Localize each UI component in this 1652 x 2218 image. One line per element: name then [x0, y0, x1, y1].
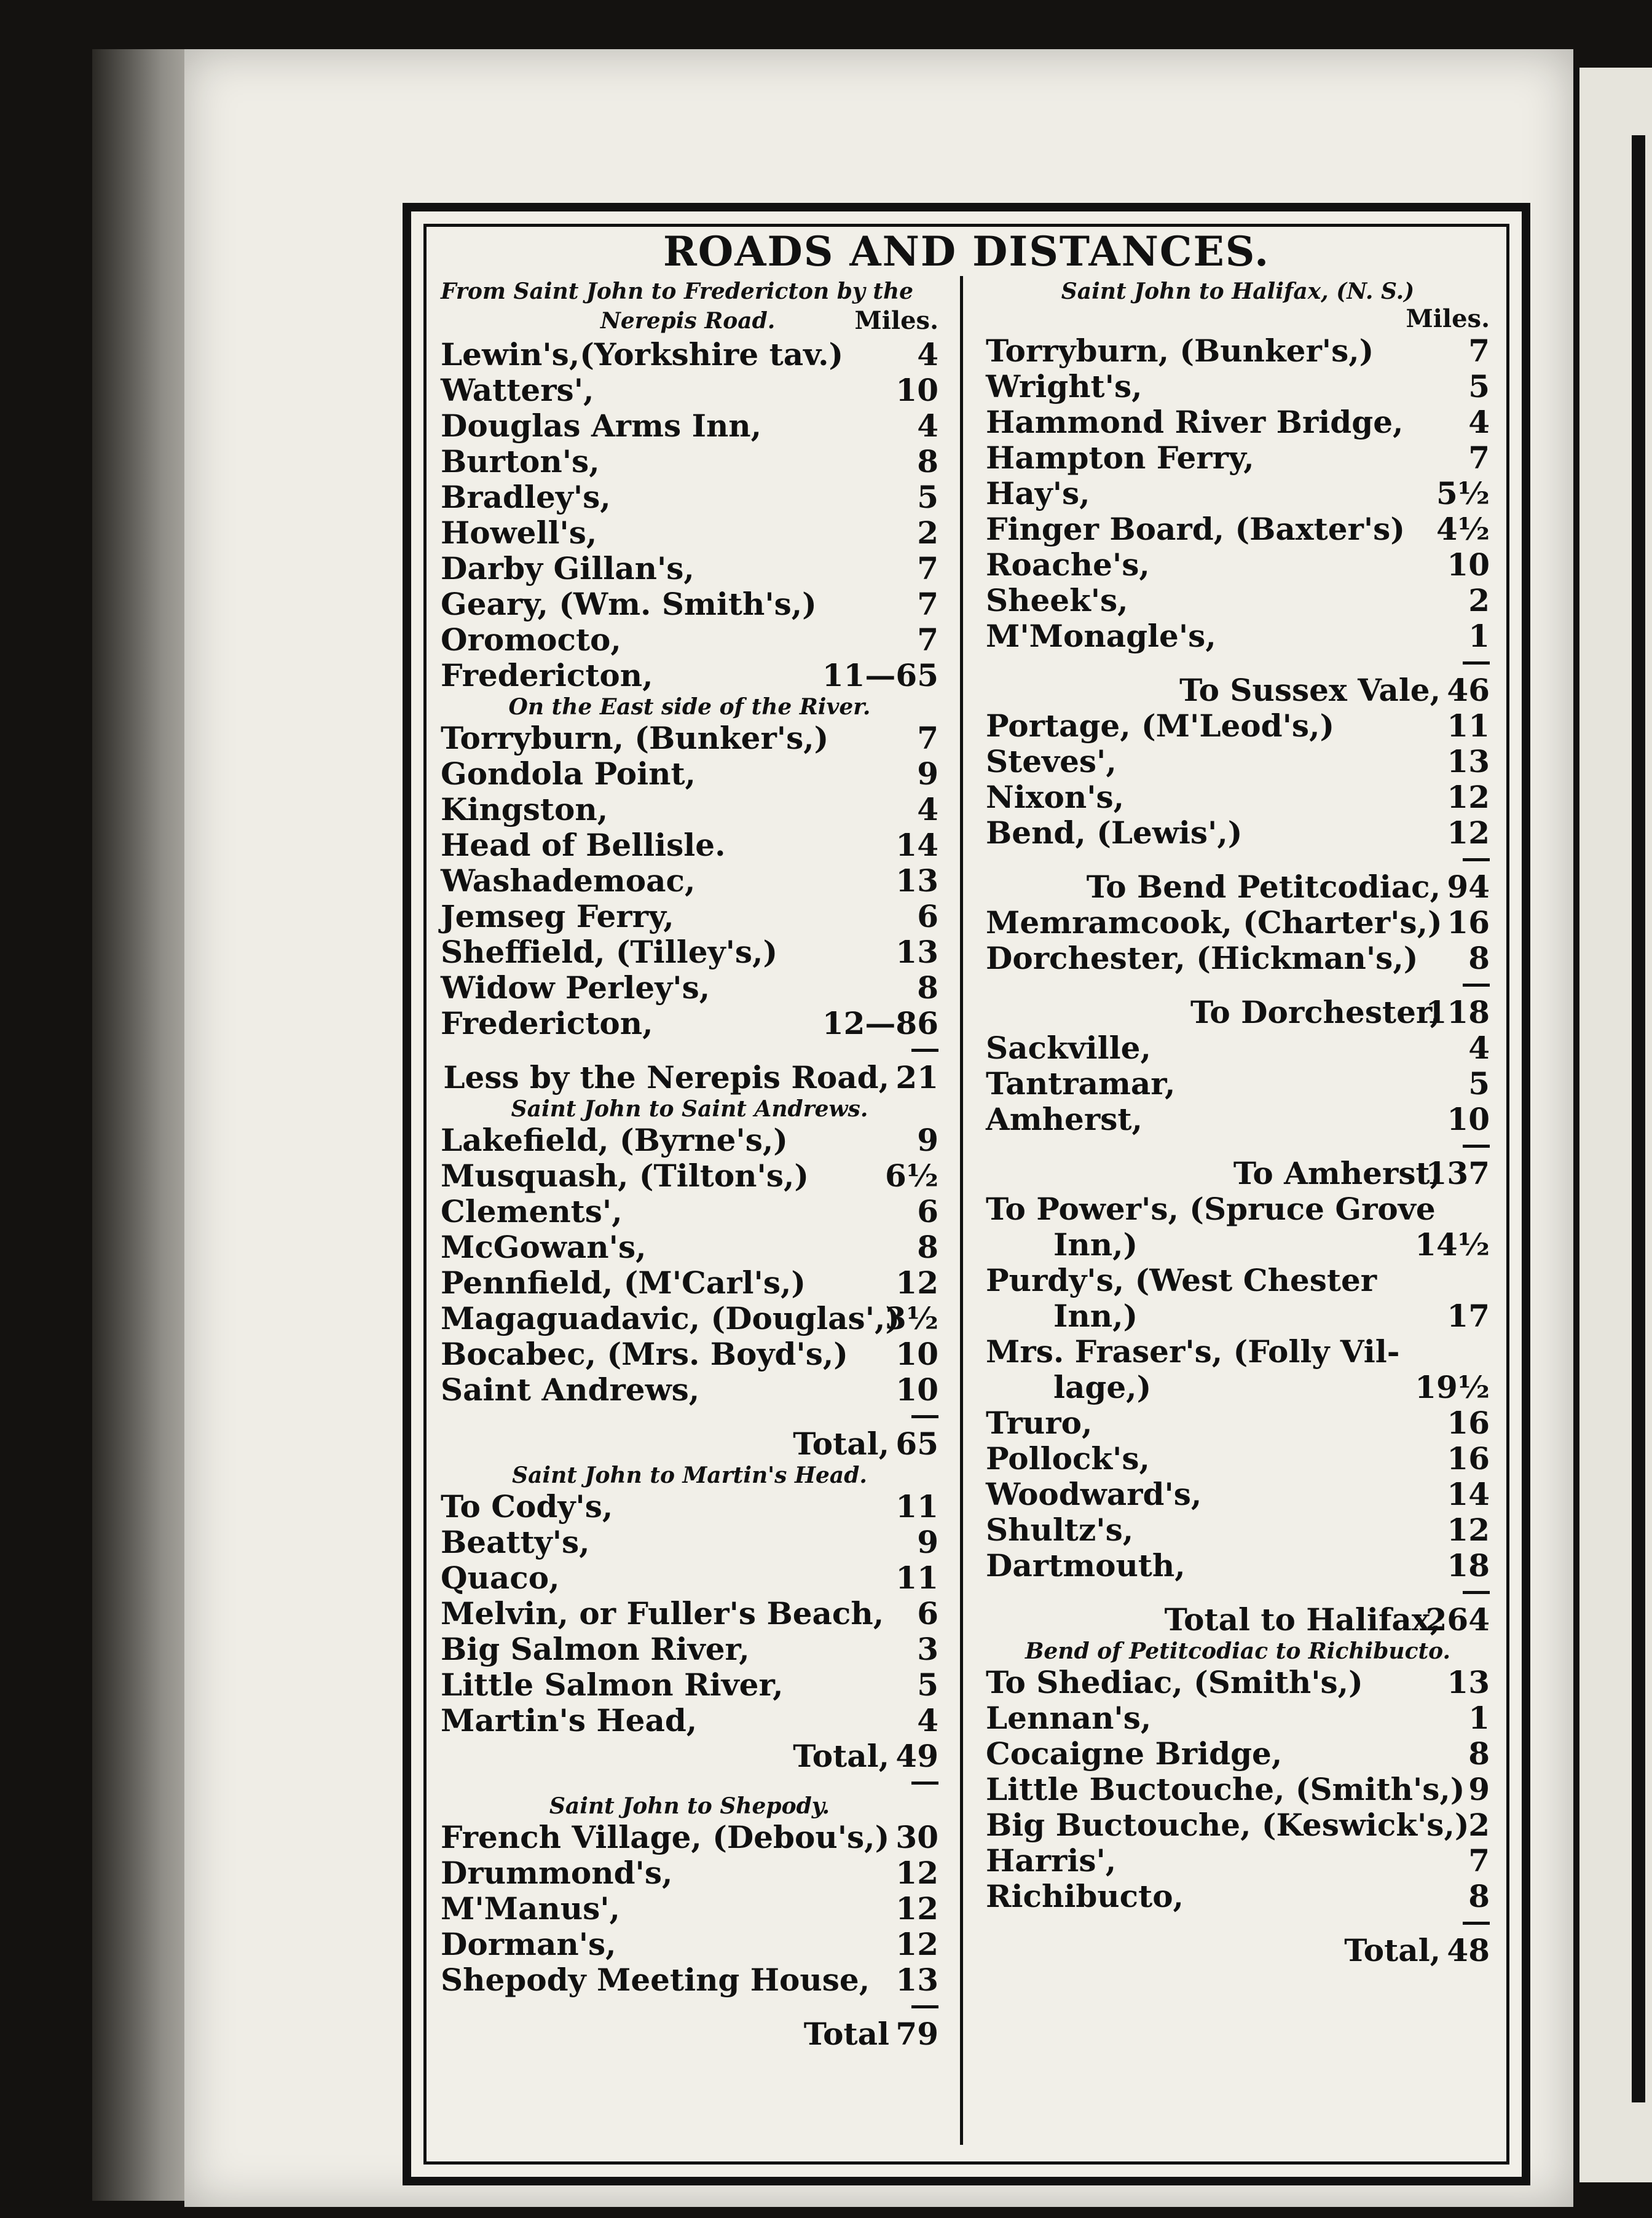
- distance-row: [986, 905, 1490, 941]
- distance-row: [986, 941, 1490, 976]
- miles-value: 5: [917, 1667, 938, 1703]
- distance-row: [441, 480, 938, 515]
- distance-row: [441, 970, 938, 1006]
- distance-row: [986, 1263, 1490, 1298]
- distance-row: [441, 1006, 938, 1041]
- place-name: Bocabec, (Mrs. Boyd's,): [441, 1336, 848, 1372]
- sum-rule: [986, 654, 1490, 673]
- place-name: To Amherst,: [1233, 1155, 1441, 1191]
- place-name: Inn,): [1053, 1298, 1138, 1334]
- miles-value: 3: [917, 1631, 938, 1667]
- place-name: Little Buctouche, (Smith's,): [986, 1771, 1465, 1807]
- place-name: Cocaigne Bridge,: [986, 1735, 1283, 1772]
- miles-value: 7: [917, 622, 938, 658]
- miles-value: 5: [1468, 1065, 1490, 1102]
- distance-row: [986, 1370, 1490, 1405]
- miles-value: 137: [1425, 1155, 1490, 1191]
- distance-row: [441, 1667, 938, 1703]
- distance-row: [441, 1855, 938, 1891]
- miles-value: 7: [1468, 333, 1490, 369]
- place-name: Memramcook, (Charter's,): [986, 904, 1442, 941]
- route-heading: Saint John to Halifax, (N. S.): [1061, 278, 1415, 304]
- place-name: Dorman's,: [441, 1926, 616, 1962]
- place-name: Martin's Head,: [441, 1702, 698, 1738]
- miles-value: 7: [917, 720, 938, 756]
- place-name: Inn,): [1053, 1226, 1138, 1263]
- place-name: Mrs. Fraser's, (Folly Vil-: [986, 1333, 1400, 1370]
- place-name: To Power's, (Spruce Grove: [986, 1191, 1436, 1227]
- distance-row: [441, 1596, 938, 1632]
- place-name: Pennfield, (M'Carl's,): [441, 1265, 806, 1301]
- place-name: Lewin's,(Yorkshire tav.): [441, 336, 844, 373]
- place-name: To Bend Petitcodiac,: [1086, 869, 1441, 905]
- distance-row: [441, 1891, 938, 1927]
- miles-value: 264: [1425, 1601, 1490, 1638]
- place-name: Pollock's,: [986, 1440, 1150, 1477]
- distance-row: [441, 337, 938, 373]
- place-name: Shultz's,: [986, 1512, 1134, 1548]
- distance-row: [986, 440, 1490, 476]
- distance-row: [986, 1334, 1490, 1370]
- place-name: Less by the Nerepis Road,: [443, 1059, 889, 1095]
- place-name: Woodward's,: [986, 1476, 1202, 1512]
- miles-value: 9: [1468, 1771, 1490, 1807]
- miles-value: 6: [917, 898, 938, 934]
- miles-value: 13: [895, 1962, 938, 1998]
- place-name: Howell's,: [441, 515, 597, 551]
- miles-value: 2: [1468, 1807, 1490, 1843]
- distance-row: [441, 1372, 938, 1408]
- total-row: [441, 1426, 938, 1462]
- place-name: Dartmouth,: [986, 1547, 1186, 1584]
- miles-value: 12: [895, 1926, 938, 1962]
- miles-value: 14: [895, 827, 938, 863]
- place-name: Hampton Ferry,: [986, 440, 1254, 476]
- right-column: [986, 278, 1490, 1968]
- miles-value: 6½: [885, 1158, 938, 1194]
- distance-row: [986, 1405, 1490, 1441]
- miles-value: 10: [1447, 1101, 1490, 1137]
- place-name: Quaco,: [441, 1560, 560, 1596]
- distance-row: [986, 779, 1490, 815]
- miles-value: 16: [1447, 1405, 1490, 1441]
- distance-row: [986, 1736, 1490, 1772]
- total-row: [986, 995, 1490, 1030]
- miles-value: 17: [1447, 1298, 1490, 1334]
- distance-row: [441, 408, 938, 444]
- place-name: Darby Gillan's,: [441, 550, 694, 586]
- distance-row: [986, 744, 1490, 779]
- distance-row: [986, 1298, 1490, 1334]
- distance-row: [441, 551, 938, 586]
- place-name: Lakefield, (Byrne's,): [441, 1122, 788, 1158]
- distance-row: [986, 1843, 1490, 1879]
- place-name: Fredericton,: [441, 1005, 653, 1041]
- place-name: Dorchester, (Hickman's,): [986, 940, 1418, 976]
- miles-column-heading: Miles.: [1406, 304, 1490, 333]
- page-title: ROADS AND DISTANCES.: [663, 227, 1270, 275]
- miles-value: 11: [895, 1488, 938, 1525]
- distance-row: [986, 1477, 1490, 1512]
- total-row: [441, 1738, 938, 1774]
- miles-value: 9: [917, 756, 938, 792]
- miles-value: 94: [1447, 869, 1490, 905]
- place-name: Clements',: [441, 1193, 623, 1229]
- miles-value: 13: [895, 934, 938, 970]
- place-name: Tantramar,: [986, 1065, 1176, 1102]
- miles-value: 6: [917, 1193, 938, 1229]
- miles-value: 30: [895, 1819, 938, 1855]
- total-row: [441, 1060, 938, 1095]
- sum-rule: [986, 976, 1490, 995]
- distance-row: [986, 1548, 1490, 1584]
- distance-row: [986, 511, 1490, 547]
- miles-value: 5: [1468, 368, 1490, 405]
- place-name: Bend, (Lewis',): [986, 815, 1243, 851]
- place-name: French Village, (Debou's,): [441, 1819, 890, 1855]
- place-name: Washademoac,: [441, 862, 696, 899]
- distance-row: [986, 1807, 1490, 1843]
- distance-row: [441, 1489, 938, 1525]
- distance-row: [441, 444, 938, 480]
- place-name: Total,: [1344, 1932, 1441, 1968]
- miles-value: 13: [1447, 1664, 1490, 1700]
- distance-row: [441, 1158, 938, 1194]
- column-divider: [960, 276, 963, 2145]
- place-name: Portage, (M'Leod's,): [986, 708, 1335, 744]
- sum-rule: [986, 851, 1490, 869]
- miles-value: 9: [917, 1524, 938, 1560]
- place-name: Amherst,: [986, 1101, 1143, 1137]
- distance-row: [986, 1512, 1490, 1548]
- distance-row: [441, 1194, 938, 1229]
- miles-value: 7: [1468, 440, 1490, 476]
- miles-value: 16: [1447, 904, 1490, 941]
- distance-row: [441, 827, 938, 863]
- distance-row: [986, 708, 1490, 744]
- distance-row: [441, 720, 938, 756]
- miles-value: 18: [1447, 1547, 1490, 1584]
- place-name: Wright's,: [986, 368, 1143, 405]
- miles-value: 13: [1447, 743, 1490, 779]
- distance-row: [986, 405, 1490, 440]
- miles-value: 8: [917, 969, 938, 1006]
- place-name: Little Salmon River,: [441, 1667, 784, 1703]
- miles-value: 6: [917, 1595, 938, 1632]
- miles-value: 14: [1447, 1476, 1490, 1512]
- miles-value: 46: [1447, 672, 1490, 708]
- route-heading: Saint John to Martin's Head.: [512, 1462, 867, 1488]
- miles-value: 12: [1447, 815, 1490, 851]
- place-name: Finger Board, (Baxter's): [986, 511, 1405, 547]
- distance-row: [441, 1229, 938, 1265]
- place-name: Melvin, or Fuller's Beach,: [441, 1595, 884, 1632]
- place-name: Sheek's,: [986, 582, 1128, 618]
- distance-row: [441, 1525, 938, 1560]
- distance-row: [441, 1560, 938, 1596]
- adjacent-page-edge: [1573, 68, 1652, 2182]
- miles-value: 8: [917, 443, 938, 480]
- place-name: Magaguadavic, (Douglas',): [441, 1300, 900, 1336]
- place-name: McGowan's,: [441, 1229, 647, 1265]
- place-name: Hay's,: [986, 475, 1090, 511]
- place-name: Steves',: [986, 743, 1117, 779]
- place-name: Roache's,: [986, 547, 1150, 583]
- miles-value: 1: [1468, 618, 1490, 654]
- miles-value: 21: [895, 1059, 938, 1095]
- distance-row: [986, 547, 1490, 583]
- place-name: Lennan's,: [986, 1700, 1152, 1736]
- distance-row: [986, 1700, 1490, 1736]
- place-name: Fredericton,: [441, 657, 653, 693]
- distance-row: [986, 618, 1490, 654]
- route-heading-line: Nerepis Road.: [600, 308, 776, 334]
- distance-row: [441, 658, 938, 693]
- distance-row: [441, 1265, 938, 1301]
- place-name: Total,: [793, 1738, 889, 1774]
- distance-row: [986, 1665, 1490, 1700]
- miles-value: 4: [1468, 404, 1490, 440]
- miles-value: 4: [917, 1702, 938, 1738]
- miles-value: 16: [1447, 1440, 1490, 1477]
- place-name: Bradley's,: [441, 479, 611, 515]
- distance-row: [441, 1927, 938, 1962]
- miles-value: 12—86: [822, 1005, 938, 1041]
- place-name: Big Buctouche, (Keswick's,): [986, 1807, 1469, 1843]
- miles-value: 8: [1468, 940, 1490, 976]
- place-name: Shepody Meeting House,: [441, 1962, 870, 1998]
- miles-value: 19½: [1415, 1369, 1490, 1405]
- distance-row: [441, 899, 938, 934]
- place-name: Torryburn, (Bunker's,): [441, 720, 829, 756]
- miles-value: 8: [1468, 1735, 1490, 1772]
- distance-row: [986, 1066, 1490, 1102]
- place-name: Oromocto,: [441, 622, 621, 658]
- roads-and-distances-table: [403, 203, 1530, 2185]
- miles-value: 48: [1447, 1932, 1490, 1968]
- sum-rule: [986, 1137, 1490, 1156]
- miles-value: 10: [1447, 547, 1490, 583]
- total-row: [986, 673, 1490, 708]
- distance-row: [441, 1336, 938, 1372]
- miles-value: 4: [1468, 1030, 1490, 1066]
- place-name: Sheffield, (Tilley's,): [441, 934, 778, 970]
- miles-value: 12: [895, 1855, 938, 1891]
- miles-value: 10: [895, 1336, 938, 1372]
- miles-value: 4: [917, 408, 938, 444]
- distance-row: [986, 369, 1490, 405]
- miles-value: 118: [1425, 994, 1490, 1030]
- sum-rule: [441, 1774, 938, 1793]
- place-name: Total: [803, 2016, 889, 2052]
- route-heading: On the East side of the River.: [508, 694, 871, 720]
- distance-row: [441, 1820, 938, 1855]
- distance-row: [986, 476, 1490, 511]
- miles-value: 12: [895, 1265, 938, 1301]
- place-name: Richibucto,: [986, 1878, 1184, 1914]
- miles-value: 12: [1447, 1512, 1490, 1548]
- place-name: M'Manus',: [441, 1890, 620, 1927]
- place-name: Truro,: [986, 1405, 1093, 1441]
- place-name: Purdy's, (West Chester: [986, 1262, 1377, 1298]
- place-name: Widow Perley's,: [441, 969, 710, 1006]
- miles-value: 11: [1447, 708, 1490, 744]
- distance-row: [441, 1962, 938, 1998]
- route-heading-line: From Saint John to Fredericton by the: [441, 278, 914, 304]
- total-row: [441, 2016, 938, 2052]
- miles-value: 8: [917, 1229, 938, 1265]
- sum-rule: [441, 1041, 938, 1060]
- place-name: Saint Andrews,: [441, 1371, 700, 1408]
- place-name: Harris',: [986, 1842, 1117, 1879]
- miles-value: 14½: [1415, 1226, 1490, 1263]
- place-name: Burton's,: [441, 443, 600, 480]
- miles-value: 4: [917, 336, 938, 373]
- place-name: Head of Bellisle.: [441, 827, 726, 863]
- place-name: Musquash, (Tilton's,): [441, 1158, 809, 1194]
- miles-value: 12: [895, 1890, 938, 1927]
- place-name: Beatty's,: [441, 1524, 590, 1560]
- distance-row: [441, 622, 938, 658]
- miles-value: 13: [895, 862, 938, 899]
- miles-value: 5½: [1436, 475, 1490, 511]
- place-name: Nixon's,: [986, 779, 1125, 815]
- miles-value: 7: [917, 586, 938, 622]
- route-heading: Bend of Petitcodiac to Richibucto.: [1025, 1638, 1451, 1664]
- miles-value: 4½: [1436, 511, 1490, 547]
- place-name: To Shediac, (Smith's,): [986, 1664, 1363, 1700]
- total-row: [986, 869, 1490, 905]
- total-row: [986, 1156, 1490, 1191]
- miles-value: 7: [917, 550, 938, 586]
- distance-row: [441, 756, 938, 792]
- distance-row: [441, 792, 938, 827]
- total-row: [986, 1933, 1490, 1968]
- place-name: Geary, (Wm. Smith's,): [441, 586, 817, 622]
- distance-row: [441, 586, 938, 622]
- distance-row: [986, 815, 1490, 851]
- place-name: Jemseg Ferry,: [441, 898, 674, 934]
- miles-value: 10: [895, 372, 938, 408]
- miles-value: 12: [1447, 779, 1490, 815]
- place-name: Big Salmon River,: [441, 1631, 750, 1667]
- miles-value: 49: [895, 1738, 938, 1774]
- miles-column-heading: Miles.: [854, 306, 938, 335]
- miles-value: 4: [917, 791, 938, 827]
- distance-row: [441, 1301, 938, 1336]
- miles-value: 8: [1468, 1878, 1490, 1914]
- distance-row: [441, 373, 938, 408]
- miles-value: 9: [917, 1122, 938, 1158]
- place-name: M'Monagle's,: [986, 618, 1216, 654]
- route-heading: [441, 278, 938, 337]
- left-column: [441, 278, 938, 2052]
- distance-row: [441, 1123, 938, 1158]
- sum-rule: [986, 1584, 1490, 1602]
- place-name: Hammond River Bridge,: [986, 404, 1404, 440]
- distance-row: [986, 333, 1490, 369]
- route-heading: Saint John to Shepody.: [549, 1793, 830, 1819]
- miles-value: 79: [895, 2016, 938, 2052]
- distance-row: [441, 515, 938, 551]
- place-name: Gondola Point,: [441, 756, 696, 792]
- place-name: To Dorchester,: [1190, 994, 1441, 1030]
- distance-row: [986, 1102, 1490, 1137]
- place-name: Total to Halifax,: [1164, 1601, 1441, 1638]
- distance-row: [986, 1441, 1490, 1477]
- distance-row: [986, 583, 1490, 618]
- distance-row: [986, 1191, 1490, 1227]
- place-name: Sackville,: [986, 1030, 1151, 1066]
- total-row: [986, 1602, 1490, 1638]
- place-name: Torryburn, (Bunker's,): [986, 333, 1374, 369]
- miles-value: 10: [895, 1371, 938, 1408]
- sum-rule: [441, 1408, 938, 1426]
- sum-rule: [986, 1914, 1490, 1933]
- place-name: Kingston,: [441, 791, 608, 827]
- distance-row: [441, 1703, 938, 1738]
- distance-row: [986, 1772, 1490, 1807]
- place-name: Total,: [793, 1426, 889, 1462]
- distance-row: [986, 1030, 1490, 1066]
- place-name: Watters',: [441, 372, 594, 408]
- place-name: Douglas Arms Inn,: [441, 408, 762, 444]
- distance-row: [441, 863, 938, 899]
- distance-row: [441, 1632, 938, 1667]
- miles-value: 7: [1468, 1842, 1490, 1879]
- miles-value: 2: [917, 515, 938, 551]
- miles-value: 3½: [885, 1300, 938, 1336]
- miles-value: 1: [1468, 1700, 1490, 1736]
- sum-rule: [441, 1998, 938, 2016]
- place-name: Drummond's,: [441, 1855, 673, 1891]
- miles-value: 2: [1468, 582, 1490, 618]
- miles-value: 5: [917, 479, 938, 515]
- miles-value: 11: [895, 1560, 938, 1596]
- distance-row: [986, 1227, 1490, 1263]
- miles-value: 11—65: [822, 657, 938, 693]
- place-name: lage,): [1053, 1369, 1152, 1405]
- place-name: To Sussex Vale,: [1179, 672, 1441, 708]
- distance-row: [441, 934, 938, 970]
- route-heading: Saint John to Saint Andrews.: [511, 1096, 868, 1122]
- place-name: To Cody's,: [441, 1488, 613, 1525]
- distance-row: [986, 1879, 1490, 1914]
- miles-value: 65: [895, 1426, 938, 1462]
